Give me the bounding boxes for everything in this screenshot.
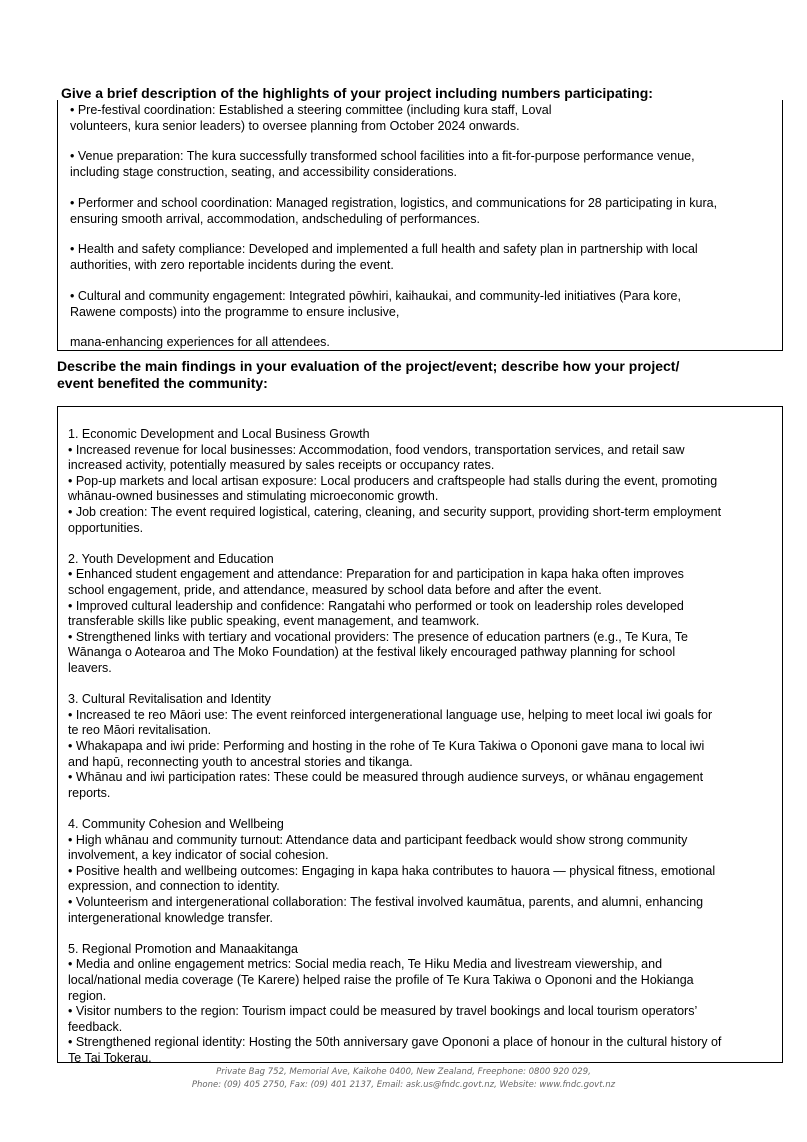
findings-heading <box>57 358 679 391</box>
findings-line: • Pop-up markets and local artisan exposure: Local producers and craftspeople had stalls during the event, promoting <box>68 473 718 488</box>
findings-line: • Strengthened regional identity: Hosting the 50th anniversary gave Opononi a place of honour in the cultural history of <box>68 1035 722 1050</box>
findings-line: Wānanga o Aotearoa and The Moko Foundation) at the festival likely encouraged pathway planning for school <box>68 645 676 660</box>
findings-line: opportunities. <box>68 520 144 535</box>
highlights-box <box>57 100 783 351</box>
findings-line: • Media and online engagement metrics: Social media reach, Te Hiku Media and livestream viewership, and <box>68 957 663 972</box>
highlight-line: including stage construction, seating, and accessibility considerations. <box>70 164 458 179</box>
findings-line: • Whakapapa and iwi pride: Performing and hosting in the rohe of Te Kura Takiwa o Opononi gave mana to local iwi <box>68 739 705 753</box>
findings-line: transferable skills like public speaking, event management, and teamwork. <box>68 614 480 629</box>
findings-line: • Improved cultural leadership and confidence: Rangatahi who performed or took on leadership roles developed <box>68 598 684 613</box>
findings-line: • Strengthened links with tertiary and vocational providers: The presence of education partners (e.g., Te Kura, Te <box>68 629 689 644</box>
highlight-line: • Health and safety compliance: Developed and implemented a full health and safety plan in partnership with local <box>70 242 698 256</box>
highlight-line: volunteers, kura senior leaders) to oversee planning from October 2024 onwards. <box>70 118 520 133</box>
findings-section-title: 4. Community Cohesion and Wellbeing <box>68 817 284 831</box>
findings-line: feedback. <box>68 1019 123 1034</box>
highlight-paragraph <box>70 103 551 134</box>
footer-contact: Phone: (09) 405 2750, Fax: (09) 401 2137, Email: ask.us@fndc.govt.nz, Website: www.fndc.govt.nz <box>191 1080 616 1090</box>
findings-line: • Visitor numbers to the region: Tourism impact could be measured by travel bookings and local tourism operators’ <box>68 1004 698 1019</box>
highlight-line: • Pre-festival coordination: Established a steering committee (including kura staff, Loval <box>70 103 552 117</box>
findings-line: • High whānau and community turnout: Attendance data and participant feedback would show strong community <box>68 832 688 847</box>
highlight-paragraph <box>70 242 698 273</box>
findings-line: whānau-owned businesses and stimulating microeconomic growth. <box>68 489 439 504</box>
highlight-line: • Venue preparation: The kura successfully transformed school facilities into a fit-for-purpose performance venue, <box>70 149 695 163</box>
findings-line: expression, and connection to identity. <box>68 879 280 894</box>
findings-section-title: 2. Youth Development and Education <box>68 551 274 566</box>
highlight-line: • Performer and school coordination: Managed registration, logistics, and communications for 28 participating in kura, <box>70 196 718 210</box>
findings-line: • Increased te reo Māori use: The event reinforced intergenerational language use, helping to meet local iwi goals for <box>68 707 713 722</box>
findings-line: involvement, a key indicator of social cohesion. <box>68 848 329 863</box>
findings-line: • Whānau and iwi participation rates: These could be measured through audience surveys, or whānau engagement <box>68 770 704 785</box>
findings-line: • Positive health and wellbeing outcomes: Engaging in kapa haka contributes to hauora — physical fitness, emotional <box>68 863 716 878</box>
findings-box <box>57 406 783 1063</box>
findings-section-title: 5. Regional Promotion and Manaakitanga <box>68 941 299 956</box>
findings-line: and hapū, reconnecting youth to ancestral stories and tikanga. <box>68 754 413 769</box>
findings-line: • Enhanced student engagement and attendance: Preparation for and participation in kapa haka often improves <box>68 567 684 582</box>
findings-line: increased activity, potentially measured by sales receipts or occupancy rates. <box>68 458 495 473</box>
findings-line: leavers. <box>68 661 112 675</box>
highlight-paragraph <box>70 196 717 227</box>
highlight-line: Rawene composts) into the programme to ensure inclusive, <box>70 304 400 319</box>
findings-section-title: 1. Economic Development and Local Business Growth <box>68 427 370 441</box>
highlight-line: • Cultural and community engagement: Integrated pōwhiri, kaihaukai, and community-led initiatives (Para kore, <box>70 289 681 303</box>
highlight-line: mana-enhancing experiences for all attendees. <box>70 335 330 349</box>
highlight-paragraph <box>70 335 330 351</box>
findings-line: school engagement, pride, and attendance, measured by school data before and after the event. <box>68 583 602 597</box>
highlight-line: ensuring smooth arrival, accommodation, andscheduling of performances. <box>70 211 480 226</box>
footer-address: Private Bag 752, Memorial Ave, Kaikohe 0400, New Zealand, Freephone: 0800 920 029, <box>216 1067 591 1077</box>
findings-line: local/national media coverage (Te Karere) helped raise the profile of Te Kura Takiwa o Opononi and the Hokianga <box>68 973 694 987</box>
findings-line: Te Tai Tokerau. <box>68 1051 152 1065</box>
highlight-paragraph <box>70 149 695 180</box>
findings-heading-line: event benefited the community: <box>57 374 268 391</box>
findings-line: te reo Māori revitalisation. <box>68 723 212 738</box>
highlight-paragraph <box>70 289 681 320</box>
findings-line: reports. <box>68 785 111 800</box>
findings-line: • Volunteerism and intergenerational collaboration: The festival involved kaumātua, parents, and alumni, enhancing <box>68 895 704 909</box>
highlights-heading: Give a brief description of the highlights of your project including numbers participating: <box>61 85 653 101</box>
findings-line: • Increased revenue for local businesses: Accommodation, food vendors, transportation services, and retail saw <box>68 442 685 457</box>
highlight-line: authorities, with zero reportable incidents during the event. <box>70 257 394 272</box>
findings-line: intergenerational knowledge transfer. <box>68 910 273 925</box>
findings-section-title: 3. Cultural Revitalisation and Identity <box>68 692 271 707</box>
findings-line: region. <box>68 988 107 1003</box>
findings-heading-line: Describe the main findings in your evaluation of the project/event; describe how your project/ <box>57 358 680 374</box>
findings-line: • Job creation: The event required logistical, catering, cleaning, and security support, providing short-term employment <box>68 505 722 519</box>
